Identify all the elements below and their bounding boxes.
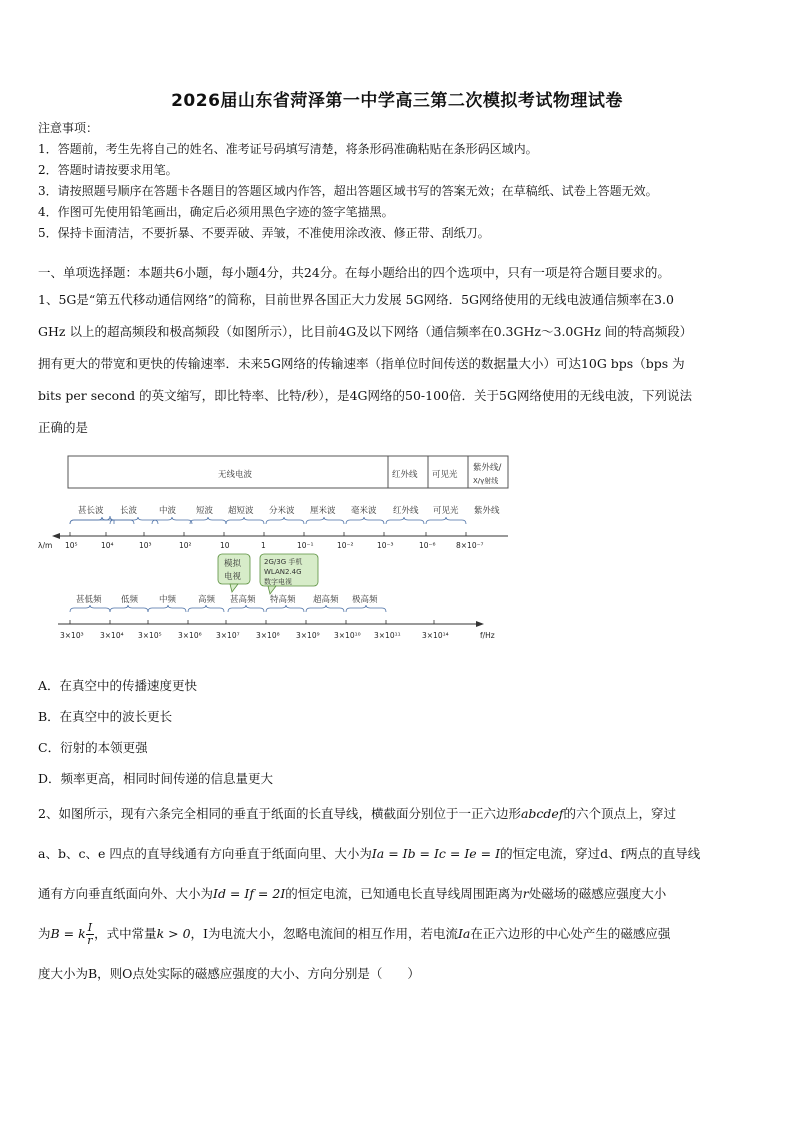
lambda-tick: 10² [179,541,192,550]
q1-line-3: 拥有更大的带宽和更快的传输速率．未来5G网络的传输速率（指单位时间传送的数据量大小）可达10G bps（bps 为 [38,356,685,371]
lambda-axis-label: λ/m [38,541,53,550]
band-xray: X/γ射线 [473,477,499,485]
wave-name-row [70,505,500,524]
wave-name: 分米波 [269,506,295,516]
wave-name: 甚长波 [78,506,104,516]
fraction: $\frac{I}{r}$ [87,921,93,947]
q2-line-1: 2、如图所示，现有六条完全相同的垂直于纸面的长直导线，横截面分别位于一正六边形abcdef的六个顶点上，穿过 [38,806,676,821]
freq-tick: 3×10⁵ [138,631,162,640]
wave-name: 中波 [159,506,177,516]
q2-line-3: 通有方向垂直纸面向外、大小为Id = If = 2I的恒定电流，已知通电长直导线周围距离为r处磁场的磁感应强度大小 [38,886,667,901]
notice-item-1: 1．答题前，考生先将自己的姓名、准考证号码填写清楚，将条形码准确粘贴在条形码区域内。 [38,142,538,156]
q2-line-4: 为B = k $\frac{I}{r}$ ，式中常量k > 0，I为电流大小，忽略电流间的相互作用，若电流Ia在正六边形的中心处产生的磁感应强 [38,921,671,947]
lambda-tick: 10 [220,541,230,550]
current-equation: Ia = Ib = Ic = Ie = I [371,846,501,861]
wave-name: 可见光 [433,506,459,516]
lambda-tick: 10⁻¹ [297,541,314,550]
freq-tick: 3×10⁶ [178,631,202,640]
freq-name: 高频 [198,595,216,605]
freq-tick: 3×10¹⁰ [334,631,361,640]
q1-line-5: 正确的是 [38,420,89,435]
wave-name: 毫米波 [351,506,377,516]
wave-name: 紫外线 [474,506,500,516]
wave-name: 短波 [196,506,214,516]
freq-tick: 3×10⁷ [216,631,240,640]
svg-text:模拟: 模拟 [224,559,242,569]
wave-name: 长波 [120,506,138,516]
freq-axis-label: f/Hz [480,631,495,640]
spectrum-figure [38,452,518,647]
lambda-tick: 10⁻³ [377,541,394,550]
callout-mobile-wlan [260,554,318,594]
wave-name: 红外线 [393,506,419,516]
q1-line-1: 1、5G是“第五代移动通信网络”的简称，目前世界各国正大力发展 5G网络．5G网络使用的无线电波通信频率在3.0 [38,292,674,307]
freq-name: 低频 [121,595,139,605]
option-c[interactable]: C．衍射的本领更强 [38,740,148,755]
lambda-tick: 10⁻² [337,541,354,550]
freq-name: 特高频 [270,595,296,605]
freq-name-row [70,594,386,612]
option-d[interactable]: D．频率更高，相同时间传递的信息量更大 [38,771,274,786]
svg-text:电视: 电视 [224,572,242,582]
notice-item-2: 2．答题时请按要求用笔。 [38,163,178,177]
notice-heading: 注意事项： [38,121,99,135]
q1-line-2: GHz 以上的超高频段和极高频段（如图所示），比目前4G及以下网络（通信频率在0.3GHz～3.0GHz 间的特高频段） [38,324,693,339]
wave-name: 超短波 [228,506,254,516]
question-2-stem [38,794,758,994]
lambda-tick: 10³ [139,541,152,550]
freq-tick: 3×10¹⁴ [422,631,449,640]
freq-tick: 3×10⁴ [100,631,124,640]
notice-item-5: 5．保持卡面清洁，不要折暴、不要弄破、弄皱，不准使用涂改液、修正带、刮纸刀。 [38,226,490,240]
band-uv: 紫外线/ [473,463,502,473]
svg-text:WLAN2.4G: WLAN2.4G [264,568,302,576]
freq-name: 极高频 [352,595,378,605]
freq-tick: 3×10¹¹ [374,631,401,640]
question-1-stem [38,284,758,444]
lambda-tick: 10⁻⁶ [419,541,436,550]
svg-text:数字电视: 数字电视 [264,578,292,586]
freq-name: 超高频 [313,595,339,605]
current-equation-2: Id = If = 2I [213,886,286,901]
freq-tick: 3×10⁹ [296,631,320,640]
hexagon-label: abcdef [520,806,564,821]
option-a[interactable]: A．在真空中的传播速度更快 [38,678,198,693]
band-radio: 无线电波 [218,470,253,480]
freq-name: 中频 [159,595,177,605]
band-infrared: 红外线 [392,470,418,480]
wave-name: 厘米波 [310,506,336,516]
lambda-tick: 1 [261,541,266,550]
q2-line-5: 度大小为B，则O点处实际的磁感应强度的大小、方向分别是（ ） [38,966,420,981]
notice-item-3: 3．请按照题号顺序在答题卡各题目的答题区域内作答，超出答题区域书写的答案无效；在草稿纸、试卷上答题无效。 [38,184,658,198]
section-heading: 一、单项选择题：本题共6小题，每小题4分，共24分。在每小题给出的四个选项中，只有一项是符合题目要求的。 [38,265,670,280]
callout-analog-tv [218,554,250,592]
freq-tick: 3×10³ [60,631,84,640]
q1-line-4: bits per second 的英文缩写，即比特率、比特/秒），是4G网络的50-100倍．关于5G网络使用的无线电波，下列说法 [38,388,692,403]
option-b[interactable]: B．在真空中的波长更长 [38,709,173,724]
lambda-tick: 10⁴ [101,541,114,550]
band-visible: 可见光 [432,470,458,480]
notice-item-4: 4．作图可先使用铅笔画出，确定后必须用黑色字迹的签字笔描黑。 [38,205,394,219]
freq-name: 甚高频 [230,595,256,605]
lambda-tick: 8×10⁻⁷ [456,541,484,550]
freq-tick: 3×10⁸ [256,631,280,640]
page-title: 2026届山东省菏泽第一中学高三第二次模拟考试物理试卷 [171,91,623,111]
freq-name: 甚低频 [76,595,102,605]
q2-line-2: a、b、c、e 四点的直导线通有方向垂直于纸面向里、大小为Ia = Ib = Ic = Ie = I的恒定电流，穿过d、f两点的直导线 [38,846,701,861]
svg-text:2G/3G 手机: 2G/3G 手机 [264,558,303,566]
lambda-tick: 10⁵ [65,541,78,550]
